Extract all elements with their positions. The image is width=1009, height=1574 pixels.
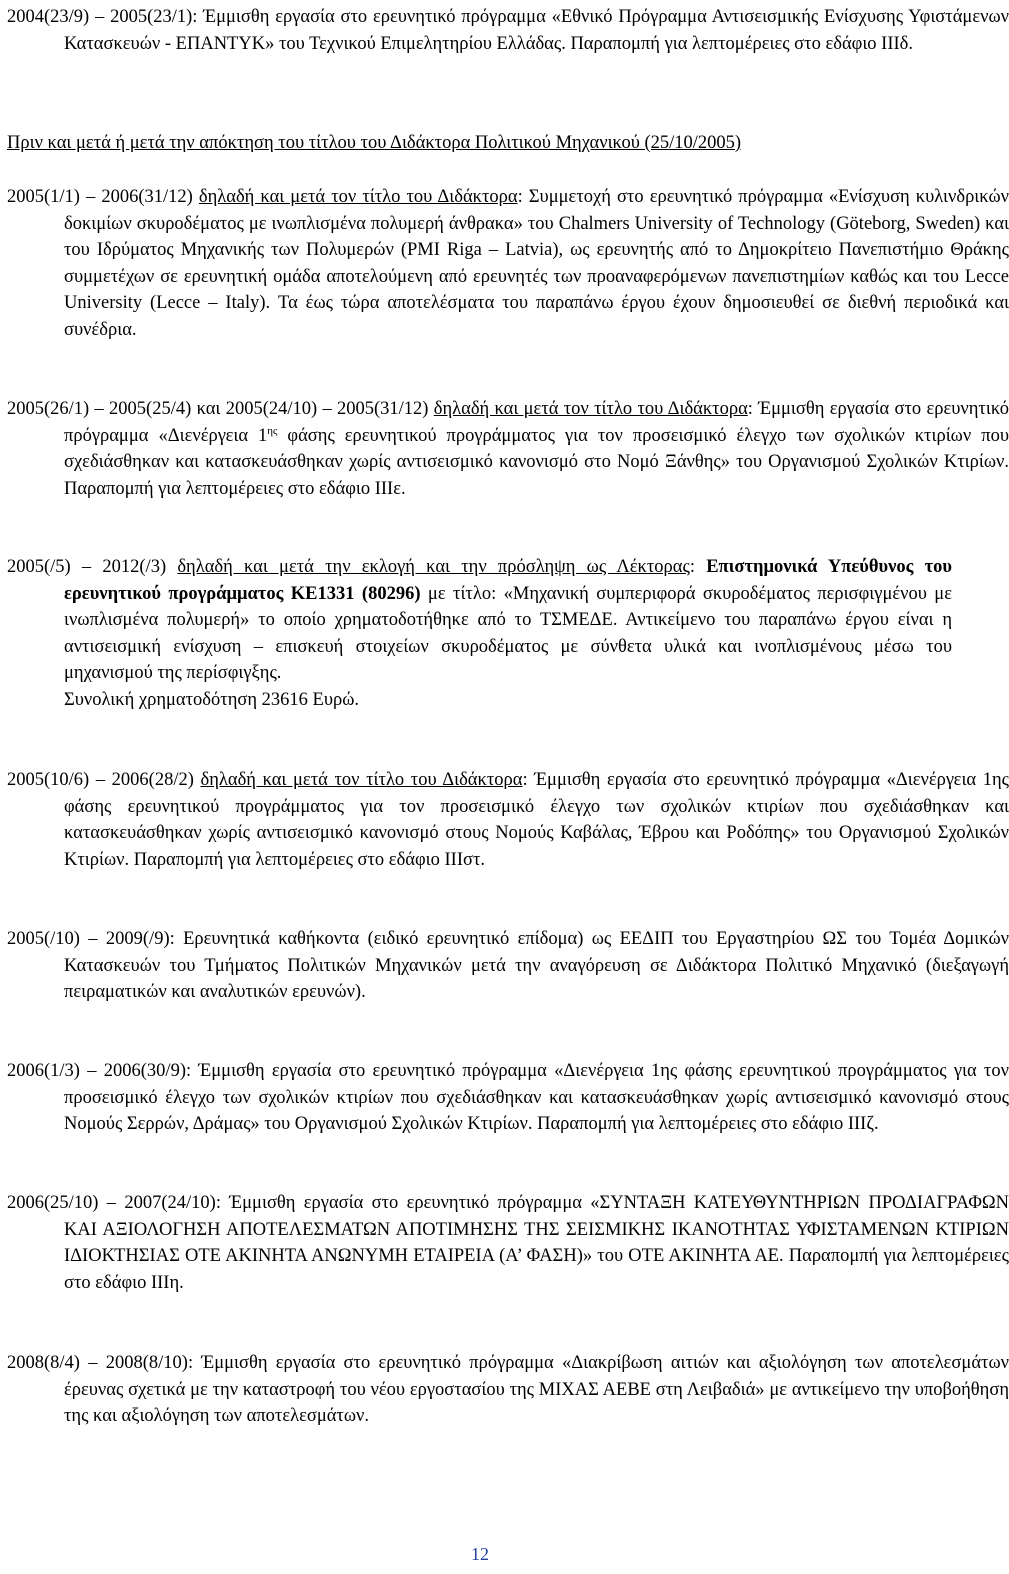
entry-2005-kavala	[7, 767, 1009, 873]
entry-2006-ote	[7, 1190, 1009, 1296]
entry-text-cont: φάσης ερευνητικού προγράμματος για τον προσεισμικό έλεγχο των σχολικών κτιρίων που σχεδιάσθηκαν και κατασκευάσθηκαν χωρίς αντισεισμικό κανονισμό στο Νομό Ξάνθης» του Οργανισμού Σχολικών Κτιρίων. Παραπομπή για λεπτομέρειες στο εδάφιο ΙΙΙε.	[64, 425, 1009, 499]
entry-2005-ke1331	[7, 554, 952, 714]
entry-text: με τίτλο: «Μηχανική συμπεριφορά σκυροδέματος περισφιγμένου με ινωπλισμένα πολυμερή» το οποίο χρηματοδοτήθηκε από το ΤΣΜΕΔΕ. Αντικείμενο του παραπάνω έργου είναι η αντισεισμική ενίσχυση – επισκευή στοιχείων σκυροδέματος με σύνθετα υλικά και ινοπλισμένους μέσω του μηχανισμού της περίσφιγξης.	[64, 583, 952, 684]
page-number: 12	[471, 1544, 489, 1564]
entry-text: : Έμμισθη εργασία στο ερευνητικό πρόγραμμα «Διενέργεια 1ης φάσης ερευνητικού προγράμματος για τον προσεισμικό έλεγχο των σχολικών κτιρίων που σχεδιάσθηκαν και κατασκευάσθηκαν χωρίς αντισεισμικό κανονισμό στους Νομούς Καβάλας, Έβρου και Ροδόπης» του Οργανισμού Σχολικών Κτιρίων. Παραπομπή για λεπτομέρειες στο εδάφιο ΙΙΙστ.	[64, 770, 1009, 870]
funding-text: Συνολική χρηματοδότηση 23616 Ευρώ.	[64, 689, 360, 710]
entry-underlined-note: δηλαδή και μετά τον τίτλο του Διδάκτορα	[200, 770, 523, 790]
entry-underlined-note: δηλαδή και μετά τον τίτλο του Διδάκτορα	[433, 399, 748, 419]
entry-2008-michas	[7, 1350, 1009, 1430]
entry-text: : Έμμισθη εργασία στο ερευνητικό πρόγραμμα «Διενέργεια 1	[64, 399, 1009, 446]
entry-text: 2006(1/3) – 2006(30/9): Έμμισθη εργασία στο ερευνητικό πρόγραμμα «Διενέργεια 1ης φάσης ερευνητικού προγράμματος για τον προσεισμικό έλεγχο των σχολικών κτιρίων που σχεδιάσθηκαν και κατασκευάσθηκαν χωρίς αντισεισμικό κανονισμό στους Νομούς Σερρών, Δράμας» του Οργανισμού Σχολικών Κτιρίων. Παραπομπή για λεπτομέρειες στο εδάφιο ΙΙΙζ.	[7, 1061, 1009, 1135]
entry-body	[7, 554, 952, 687]
entry-underlined-note: δηλαδή και μετά την εκλογή και την πρόσληψη ως Λέκτορας	[177, 557, 690, 577]
entry-text: 2008(8/4) – 2008(8/10): Έμμισθη εργασία στο ερευνητικό πρόγραμμα «Διακρίβωση αιτιών και αξιολόγηση των αποτελεσμάτων έρευνας σχετικά με την καταστροφή του νέου εργοστασίου της ΜΙΧΑΣ ΑΕΒΕ στη Λειβαδιά» με αντικείμενο την υποβοήθηση της και αξιολόγηση των αποτελεσμάτων.	[7, 1353, 1009, 1427]
entry-date: 2005(26/1) – 2005(25/4) και 2005(24/10) – 2005(31/12)	[7, 399, 434, 419]
entry-date: 2005(1/1) – 2006(31/12)	[7, 187, 199, 207]
entry-colon: :	[689, 557, 707, 577]
entry-date: 2005(/5) – 2012(/3)	[7, 557, 178, 577]
entry-underlined-note: δηλαδή και μετά τον τίτλο του Διδάκτορα	[198, 187, 518, 207]
heading-text: Πριν και μετά ή μετά την απόκτηση του τίτλου του Διδάκτορα Πολιτικού Μηχανικού (25/10/2005)	[7, 133, 742, 153]
entry-text: : Συμμετοχή στο ερευνητικό πρόγραμμα «Ενίσχυση κυλινδρικών δοκιμίων σκυροδέματος με ινωπλισμένα πολυμερή άνθρακα» του Chalmers University of Technology (Göteborg, Sweden) και του Ιδρύματος Μηχανικής των Πολυμερών (PMI Riga – Latvia), ως ερευνητής από το Δημοκρίτειο Πανεπιστήμιο Θράκης συμμετέχων σε ερευνητική ομάδα αποτελούμενη από ερευνητές των προαναφερόμενων πανεπιστημίων καθώς και του Lecce University (Lecce – Italy). Τα έως τώρα αποτελέσματα του παραπάνω έργου έχουν δημοσιευθεί σε διεθνή περιοδικά και συνέδρια.	[64, 187, 1009, 340]
entry-bold-title: Επιστημονικά Υπεύθυνος του ερευνητικού προγράμματος ΚΕ1331 (80296)	[64, 557, 953, 604]
entry-2004-epantyk	[7, 4, 1009, 57]
entry-2005-chalmers	[7, 184, 1009, 344]
entry-funding	[7, 687, 952, 714]
entry-text: 2004(23/9) – 2005(23/1): Έμμισθη εργασία στο ερευνητικό πρόγραμμα «Εθνικό Πρόγραμμα Αντισεισμικής Ενίσχυσης Υφιστάμενων Κατασκευών - ΕΠΑΝΤΥΚ» του Τεχνικού Επιμελητηρίου Ελλάδας. Παραπομπή για λεπτομέρειες στο εδάφιο ΙΙΙδ.	[7, 7, 1009, 54]
ordinal-superscript: ης	[267, 424, 278, 437]
entry-2005-eedip	[7, 926, 1009, 1006]
entry-2005-xanthi	[7, 396, 1009, 502]
section-heading	[7, 130, 741, 157]
entry-text: 2005(/10) – 2009(/9): Ερευνητικά καθήκοντα (ειδικό ερευνητικό επίδομα) ως ΕΕΔΙΠ του Εργαστηρίου ΩΣ του Τομέα Δομικών Κατασκευών του Τμήματος Πολιτικών Μηχανικών μετά την αναγόρευση σε Διδάκτορα Πολιτικό Μηχανικό (διεξαγωγή πειραματικών και αναλυτικών ερευνών).	[7, 929, 1009, 1003]
entry-2006-serres	[7, 1058, 1009, 1138]
entry-text: 2006(25/10) – 2007(24/10): Έμμισθη εργασία στο ερευνητικό πρόγραμμα «ΣΥΝΤΑΞΗ ΚΑΤΕΥΘΥΝΤΗΡΙΩΝ ΠΡΟΔΙΑΓΡΑΦΩΝ ΚΑΙ ΑΞΙΟΛΟΓΗΣΗ ΑΠΟΤΕΛΕΣΜΑΤΩΝ ΑΠΟΤΙΜΗΣΗΣ ΤΗΣ ΣΕΙΣΜΙΚΗΣ ΙΚΑΝΟΤΗΤΑΣ ΥΦΙΣΤΑΜΕΝΩΝ ΚΤΙΡΙΩΝ ΙΔΙΟΚΤΗΣΙΑΣ ΟΤΕ ΑΚΙΝΗΤΑ ΑΝΩΝΥΜΗ ΕΤΑΙΡΕΙΑ (Α’ ΦΑΣΗ)» του ΟΤΕ ΑΚΙΝΗΤΑ ΑΕ. Παραπομπή για λεπτομέρειες στο εδάφιο ΙΙΙη.	[7, 1193, 1009, 1293]
entry-date: 2005(10/6) – 2006(28/2)	[7, 770, 201, 790]
